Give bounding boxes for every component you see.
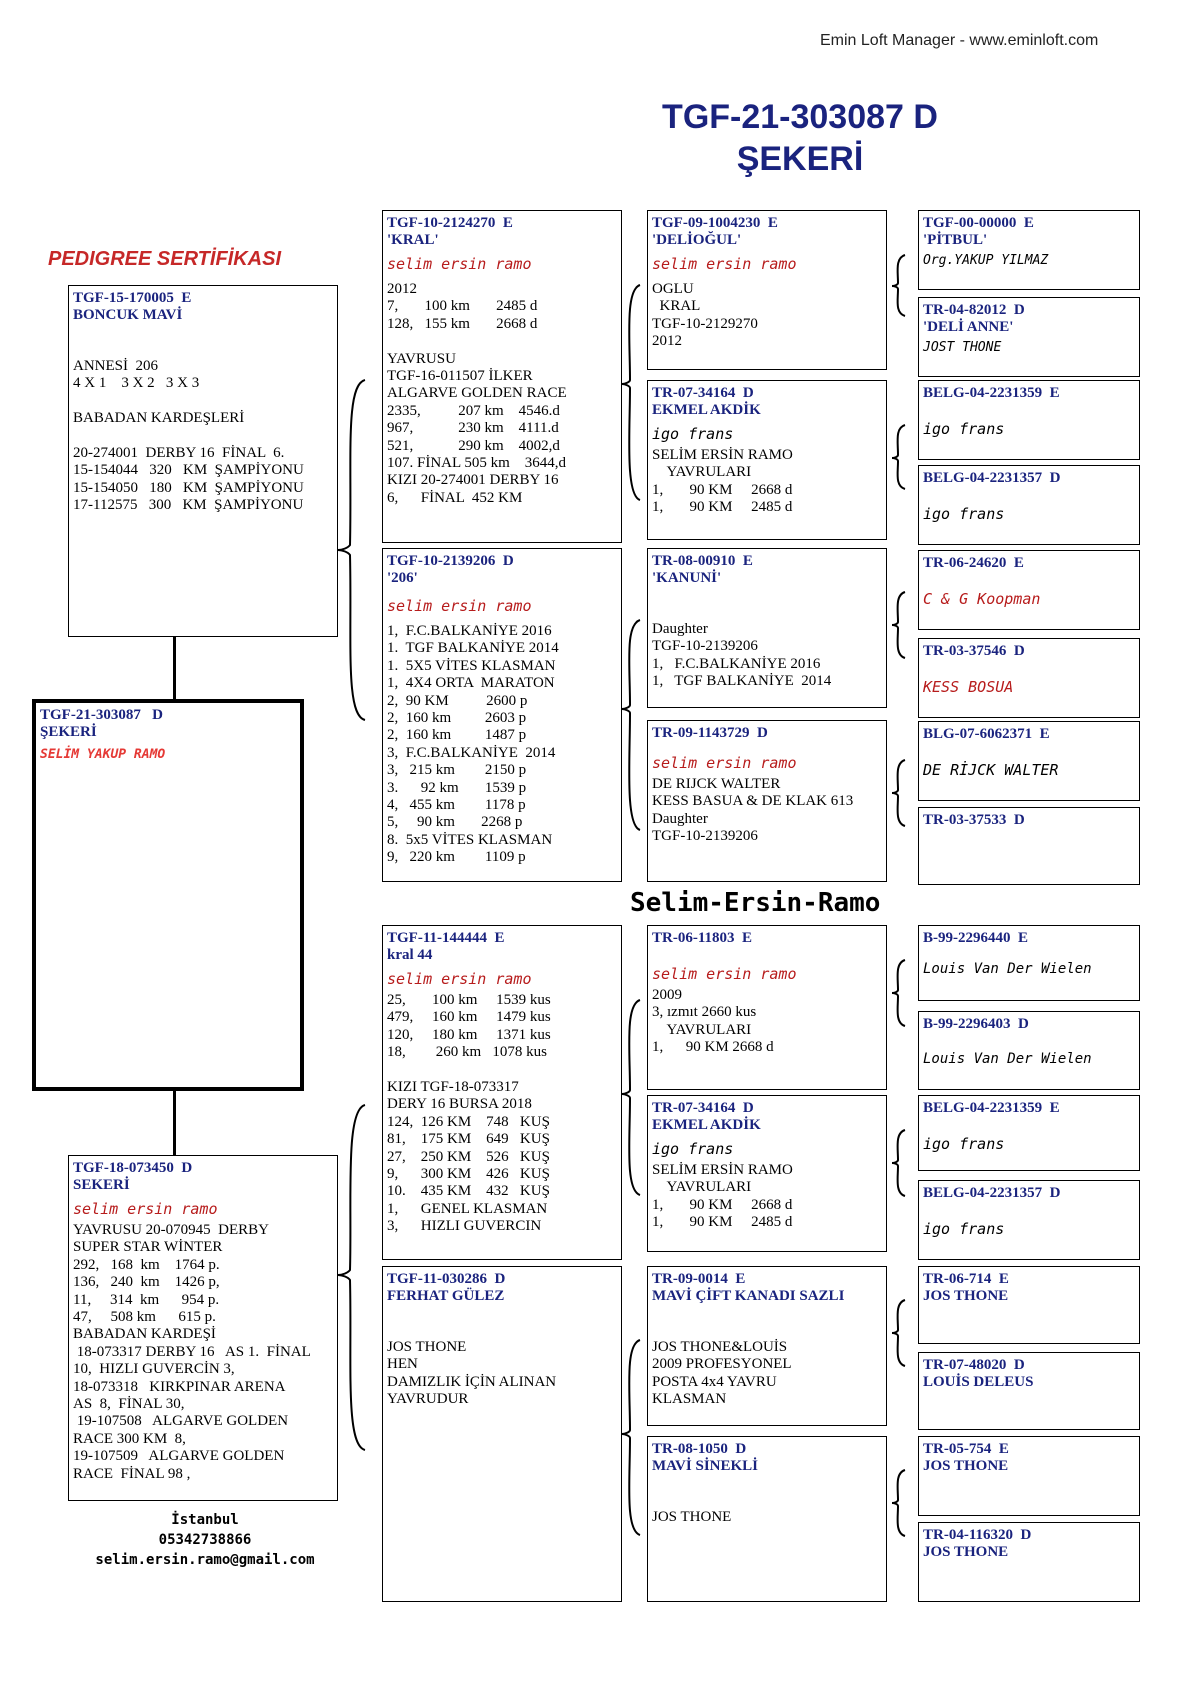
notes: Daughter TGF-10-2139206 1, F.C.BALKANİYE 2016 1, TGF BALKANİYE 2014 [652, 621, 832, 690]
pigeon-name: '206' [387, 570, 418, 586]
notes: 2012 7, 100 km 2485 d 128, 155 km 2668 d YAVRUSU TGF-16-011507 İLKER ALGARVE GOLDEN RACE 2335, 207 km 4546.d 967, 230 km 4111.d 521, 290 km 4002,d 107. FİNAL 505 km 3644,d KIZI 20-274001 DERBY 16 6, FİNAL 452 KM [387, 281, 567, 506]
dam-box [382, 548, 622, 882]
bottom-sire-box [382, 925, 622, 1260]
sire-box [382, 210, 622, 543]
bottom-sd-box [647, 1095, 887, 1252]
pigeon-name: ŞEKERİ [40, 724, 97, 740]
ssd-box [918, 297, 1140, 377]
bottom-ss-box [647, 925, 887, 1090]
b-sss-box [918, 925, 1140, 1001]
bottom-ds-box [647, 1266, 887, 1426]
ring-number: BLG-07-6062371 E [923, 726, 1050, 742]
owner: igo frans [923, 505, 1005, 523]
owner: igo frans [923, 1135, 1005, 1153]
sire-dam-box [647, 380, 887, 540]
notes: OGLU KRAL TGF-10-2129270 2012 [652, 281, 758, 350]
bottom-dd-box [647, 1436, 887, 1602]
subject-box [32, 699, 304, 1091]
notes: SELİM ERSİN RAMO YAVRULARI 1, 90 KM 2668 d 1, 90 KM 2485 d [652, 1162, 793, 1231]
notes: 25, 100 km 1539 kus 479, 160 km 1479 kus 120, 180 km 1371 kus 18, 260 km 1078 kus KIZI TGF-18-073317 DERY 16 BURSA 2018 124, 126 KM 748 KUŞ 81, 175 KM 649 KUŞ 27, 250 KM 526 KUŞ 9, 300 KM 426 KUŞ 10. 435 KM 432 KUŞ 1, GENEL KLASMAN 3, HIZLI GUVERCIN [387, 992, 551, 1235]
certificate-title: PEDIGREE SERTİFİKASI [48, 248, 282, 270]
ring-number: TR-07-48020 D [923, 1357, 1025, 1373]
owner: C & G Koopman [923, 590, 1041, 608]
header-credit: Emin Loft Manager - www.eminloft.com [820, 32, 1099, 49]
pigeon-name: 'KANUNİ' [652, 570, 722, 586]
pigeon-name: LOUİS DELEUS [923, 1374, 1034, 1390]
contact-email: selim.ersin.ramo@gmail.com [95, 1552, 315, 1568]
pigeon-name: MAVİ ÇİFT KANADI SAZLI [652, 1288, 845, 1304]
ring-number: TR-06-24620 E [923, 555, 1024, 571]
pigeon-name: SEKERİ [73, 1177, 130, 1193]
pigeon-name: 'DELİ ANNE' [923, 319, 1014, 335]
pigeon-name: BONCUK MAVİ [73, 307, 183, 323]
notes: SELİM ERSİN RAMO YAVRULARI 1, 90 KM 2668 d 1, 90 KM 2485 d [652, 447, 793, 516]
contact-info [80, 1510, 330, 1570]
notes: JOS THONE [652, 1509, 732, 1525]
ring-number: TR-08-1050 D [652, 1441, 747, 1457]
ring-number: TGF-21-303087 D [40, 707, 163, 723]
ring-number: TGF-11-030286 D [387, 1271, 506, 1287]
ring-number: TGF-10-2124270 E [387, 215, 513, 231]
ring-number: BELG-04-2231359 E [923, 1100, 1060, 1116]
notes: YAVRUSU 20-070945 DERBY SUPER STAR WİNTER 292, 168 km 1764 p. 136, 240 km 1426 p, 11, 314 km 954 p. 47, 508 km 615 p. BABADAN KARDEŞİ 18-073317 DERBY 16 AS 1. FİNAL 10, HIZLI GUVERCİN 3, 18-073318 KIRKPINAR ARENA AS 8, FİNAL 30, 19-107508 ALGARVE GOLDEN RACE 300 KM 8, 19-107509 ALGARVE GOLDEN RACE FİNAL 98 , [73, 1222, 311, 1482]
owner: selim ersin ramo [652, 965, 797, 983]
ring-number: BELG-04-2231357 D [923, 1185, 1061, 1201]
ring-number: BELG-04-2231359 E [923, 385, 1060, 401]
ring-number: TR-07-34164 D [652, 1100, 754, 1116]
ring-number: TR-09-1143729 D [652, 725, 768, 741]
notes: DE RIJCK WALTER KESS BASUA & DE KLAK 613 Daughter TGF-10-2139206 [652, 776, 854, 845]
ring-number: TR-08-00910 E [652, 553, 753, 569]
pigeon-name: JOS THONE [923, 1544, 1009, 1560]
contact-city: İstanbul [171, 1512, 239, 1528]
owner: Louis Van Der Wielen [923, 1051, 1092, 1067]
pigeon-name: 'PİTBUL' [923, 232, 988, 248]
ring-number: TR-07-34164 D [652, 385, 754, 401]
pigeon-name-title: ŞEKERİ [736, 140, 864, 178]
ring-number: TGF-15-170005 E [73, 290, 192, 306]
ring-number: B-99-2296440 E [923, 930, 1028, 946]
ring-number: TR-06-714 E [923, 1271, 1009, 1287]
pigeon-name: JOS THONE [923, 1288, 1009, 1304]
brand-name: Selim-Ersin-Ramo [630, 888, 881, 918]
ring-number: TGF-00-00000 E [923, 215, 1034, 231]
b-sdd-box [918, 1180, 1140, 1260]
owner: igo frans [923, 1220, 1005, 1238]
b-ssd-box [918, 1011, 1140, 1090]
pigeon-name: FERHAT GÜLEZ [387, 1288, 505, 1304]
b-dss-box [918, 1266, 1140, 1344]
owner: DE RİJCK WALTER [923, 761, 1059, 779]
owner: Louis Van Der Wielen [923, 961, 1092, 977]
notes: 1, F.C.BALKANİYE 2016 1. TGF BALKANİYE 2014 1. 5X5 VİTES KLASMAN 1, 4X4 ORTA MARATON 2, 90 KM 2600 p 2, 160 km 2603 p 2, 160 km 1487 p 3, F.C.BALKANİYE 2014 3, 215 km 2150 p 3. 92 km 1539 p 4, 455 km 1178 p 5, 90 km 2268 p 8. 5x5 VİTES KLASMAN 9, 220 km 1109 p [387, 623, 559, 866]
ring-number: BELG-04-2231357 D [923, 470, 1061, 486]
pigeon-name: JOS THONE [923, 1458, 1009, 1474]
notes: JOS THONE&LOUİS 2009 PROFESYONEL POSTA 4x4 YAVRU KLASMAN [652, 1339, 792, 1408]
pigeon-name: EKMEL AKDİK [652, 402, 761, 418]
dam-sire-box [647, 548, 887, 708]
dam-dam-box [647, 720, 887, 882]
owner: selim ersin ramo [652, 754, 797, 772]
owner: selim ersin ramo [387, 597, 532, 615]
ring-number: TR-03-37533 D [923, 812, 1025, 828]
owner: selim ersin ramo [652, 255, 797, 273]
b-sds-box [918, 1095, 1140, 1171]
notes: ANNESİ 206 4 X 1 3 X 2 3 X 3 BABADAN KARDEŞLERİ 20-274001 DERBY 16 FİNAL 6. 15-154044 320 KM ŞAMPİYONU 15-154050 180 KM ŞAMPİYONU 17-112575 300 KM ŞAMPİYONU [73, 358, 304, 514]
ring-number: TGF-11-144444 E [387, 930, 505, 946]
dsd-box [918, 638, 1140, 718]
b-dds-box [918, 1436, 1140, 1516]
pigeon-name: 'KRAL' [387, 232, 439, 248]
ring-number: TGF-10-2139206 D [387, 553, 514, 569]
pigeon-name: MAVİ SİNEKLİ [652, 1458, 759, 1474]
ring-number: TR-04-116320 D [923, 1527, 1032, 1543]
ring-number: TR-09-0014 E [652, 1271, 746, 1287]
sdd-box [918, 465, 1140, 545]
sibling-top-box [68, 285, 338, 637]
ddd-box [918, 807, 1140, 885]
dds-box [918, 721, 1140, 801]
owner: Org.YAKUP YILMAZ [923, 253, 1049, 268]
owner: SELİM YAKUP RAMO [40, 747, 166, 762]
ring-number: TR-03-37546 D [923, 643, 1025, 659]
sire-sire-box [647, 210, 887, 370]
bottom-dam-box [382, 1266, 622, 1602]
owner: selim ersin ramo [73, 1200, 218, 1218]
ring-number: TR-06-11803 E [652, 930, 753, 946]
ring-number: TGF-18-073450 D [73, 1160, 193, 1176]
sds-box [918, 380, 1140, 460]
ring-number: TGF-09-1004230 E [652, 215, 778, 231]
contact-phone: 05342738866 [158, 1532, 252, 1548]
owner: JOST THONE [923, 340, 1002, 355]
sibling-bottom-box [68, 1155, 338, 1501]
b-ddd-box [918, 1522, 1140, 1602]
owner: selim ersin ramo [387, 970, 532, 988]
ring-number: TR-04-82012 D [923, 302, 1025, 318]
pigeon-name: EKMEL AKDİK [652, 1117, 761, 1133]
owner: KESS BOSUA [923, 678, 1014, 696]
b-dsd-box [918, 1352, 1140, 1430]
owner: igo frans [652, 1140, 734, 1158]
sss-box [918, 210, 1140, 290]
pigeon-name: kral 44 [387, 947, 433, 963]
notes: JOS THONE HEN DAMIZLIK İÇİN ALINAN YAVRUDUR [387, 1339, 557, 1408]
owner: selim ersin ramo [387, 255, 532, 273]
owner: igo frans [923, 420, 1005, 438]
pigeon-ring-title: TGF-21-303087 D [662, 98, 938, 136]
owner: igo frans [652, 425, 734, 443]
notes: 2009 3, ızmıt 2660 kus YAVRULARI 1, 90 KM 2668 d [652, 987, 774, 1056]
pigeon-name: 'DELİOĞUL' [652, 232, 742, 248]
ring-number: TR-05-754 E [923, 1441, 1009, 1457]
dss-box [918, 550, 1140, 630]
ring-number: B-99-2296403 D [923, 1016, 1029, 1032]
